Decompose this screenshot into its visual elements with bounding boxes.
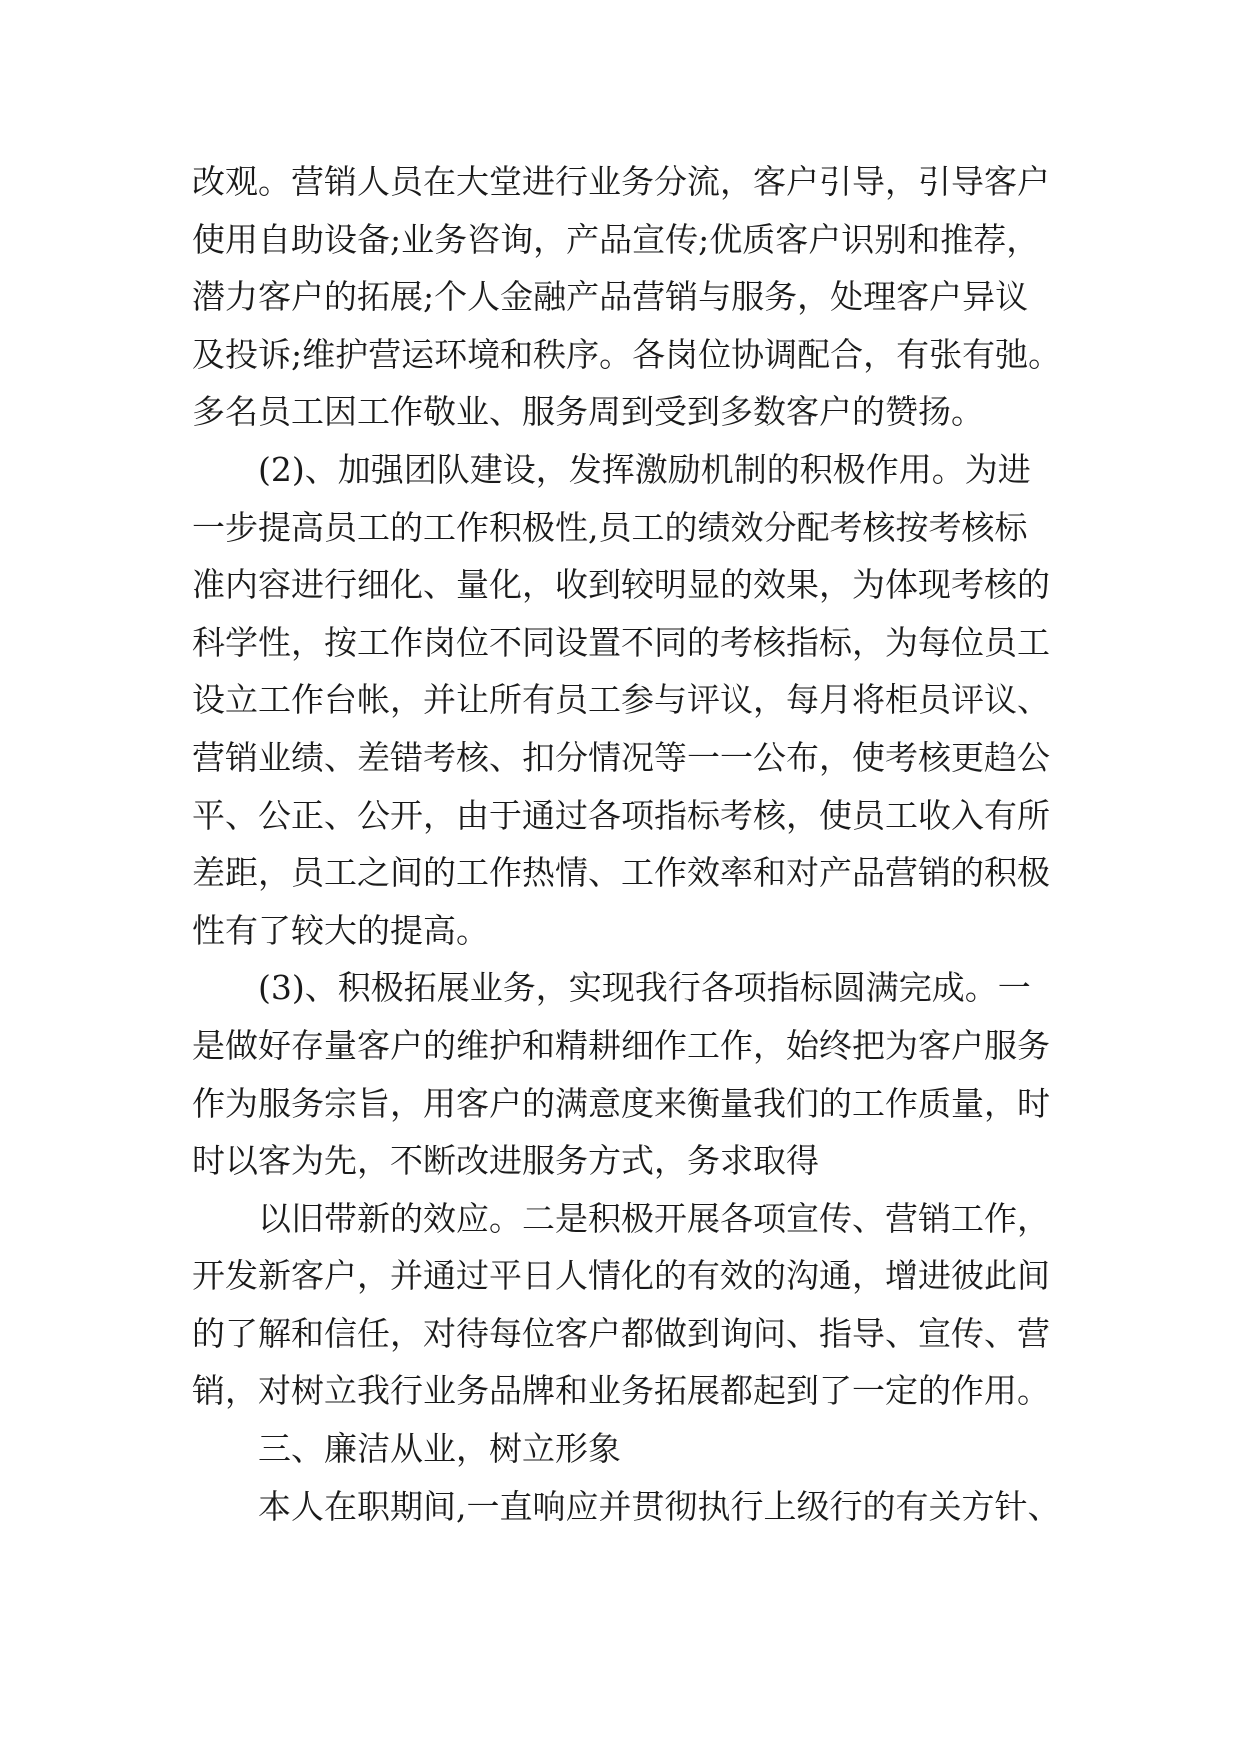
text-line: 开发新客户，并通过平日人情化的有效的沟通，增进彼此间: [192, 1256, 1050, 1296]
text-line: 性有了较大的提高。: [192, 910, 489, 950]
text-line: 使用自助设备;业务咨询，产品宣传;优质客户识别和推荐，: [192, 219, 1040, 259]
text-line: 销，对树立我行业务品牌和业务拓展都起到了一定的作用。: [192, 1371, 1050, 1411]
text-line: 平、公正、公开，由于通过各项指标考核，使员工收入有所: [192, 795, 1050, 835]
text-line: 科学性，按工作岗位不同设置不同的考核指标，为每位员工: [192, 622, 1050, 662]
document-body: [192, 153, 1072, 1535]
text-line: 设立工作台帐，并让所有员工参与评议，每月将柜员评议、: [192, 680, 1050, 720]
text-line: 一步提高员工的工作积极性,员工的绩效分配考核按考核标: [192, 507, 1028, 547]
text-line: 及投诉;维护营运环境和秩序。各岗位协调配合，有张有弛。: [192, 334, 1062, 374]
text-line: 潜力客户的拓展;个人金融产品营销与服务，处理客户异议: [192, 277, 1029, 317]
paragraph-first-line: 本人在职期间,一直响应并贯彻执行上级行的有关方针、: [258, 1486, 1061, 1526]
paragraph-first-line: (3)、积极拓展业务，实现我行各项指标圆满完成。一: [258, 968, 1031, 1008]
text-line: 作为服务宗旨，用客户的满意度来衡量我们的工作质量，时: [192, 1083, 1050, 1123]
text-line: 差距，员工之间的工作热情、工作效率和对产品营销的积极: [192, 853, 1050, 893]
text-line: 准内容进行细化、量化，收到较明显的效果，为体现考核的: [192, 565, 1050, 605]
text-line: 是做好存量客户的维护和精耕细作工作，始终把为客户服务: [192, 1025, 1050, 1065]
paragraph-first-line: (2)、加强团队建设，发挥激励机制的积极作用。为进: [258, 449, 1031, 489]
text-line: 的了解和信任，对待每位客户都做到询问、指导、宣传、营: [192, 1313, 1050, 1353]
text-line: 多名员工因工作敬业、服务周到受到多数客户的赞扬。: [192, 392, 984, 432]
text-line: 时以客为先，不断改进服务方式，务求取得: [192, 1141, 819, 1181]
paragraph-first-line: 以旧带新的效应。二是积极开展各项宣传、营销工作，: [258, 1198, 1050, 1238]
text-line: 改观。营销人员在大堂进行业务分流，客户引导，引导客户: [192, 162, 1050, 201]
paragraph-first-line: 三、廉洁从业，树立形象: [258, 1429, 621, 1469]
text-line: 营销业绩、差错考核、扣分情况等一一公布，使考核更趋公: [192, 737, 1050, 777]
